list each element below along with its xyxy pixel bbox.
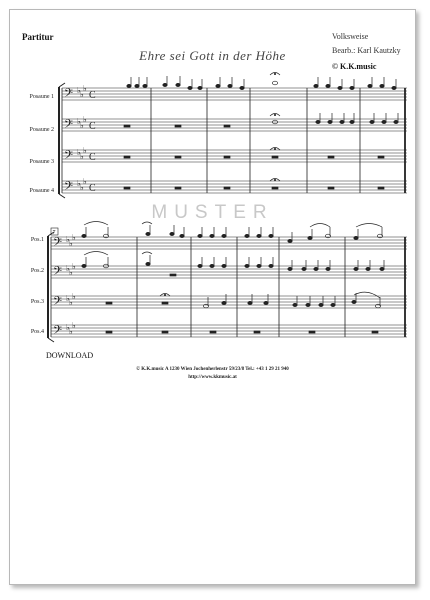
svg-text:♭: ♭ [80, 183, 84, 192]
music-notation [10, 10, 415, 584]
svg-text:♭: ♭ [72, 233, 76, 242]
copyright-header: © K.K.music [332, 62, 377, 71]
svg-text:♭: ♭ [80, 152, 84, 161]
arranger-credit: Bearb.: Karl Kautzky [332, 46, 401, 55]
svg-text:♭: ♭ [72, 292, 76, 301]
system-2 [48, 228, 407, 342]
bass-clef-icon: 𝄢 [64, 87, 74, 103]
bass-clef-icon: 𝄢 [64, 180, 74, 196]
bass-clef-icon: 𝄢 [53, 295, 63, 311]
svg-text:♭: ♭ [66, 323, 70, 332]
notes-s2-staff-2 [82, 252, 384, 277]
partitur-label: Partitur [22, 32, 54, 42]
svg-text:♭: ♭ [72, 262, 76, 271]
footer-address: © K.K.music A 1230 Wien Jochenherlenstr 59/23/8 Tel.: +43 1 29 21 940 [136, 367, 289, 372]
svg-text:♭: ♭ [72, 321, 76, 330]
footer-url[interactable]: http://www.kkmusic.at [188, 375, 237, 380]
svg-text:♭: ♭ [77, 86, 81, 95]
muster-watermark: MUSTER [151, 202, 274, 223]
time-signature-icon [89, 90, 96, 194]
download-label: DOWNLOAD [46, 351, 94, 360]
svg-text:♭: ♭ [83, 146, 87, 155]
bass-clef-icon: 𝄢 [64, 118, 74, 134]
svg-text:C: C [89, 121, 96, 132]
bass-clef-icon: 𝄢 [53, 265, 63, 281]
svg-text:♭: ♭ [83, 84, 87, 93]
instrument-label: Pos.1 [30, 237, 44, 243]
instrument-label: Posaune 2 [29, 127, 54, 133]
svg-text:♭: ♭ [77, 117, 81, 126]
instrument-label: Pos.2 [30, 268, 44, 274]
svg-text:C: C [89, 90, 96, 101]
clef-group [64, 84, 96, 196]
svg-text:♭: ♭ [66, 235, 70, 244]
notes-s2-staff-1 [82, 222, 383, 243]
svg-text:♭: ♭ [77, 179, 81, 188]
bass-clef-icon: 𝄢 [64, 149, 74, 165]
instrument-label: Posaune 4 [29, 188, 54, 194]
measure-number: 7 [52, 230, 56, 236]
svg-text:♭: ♭ [83, 177, 87, 186]
system-1 [59, 83, 407, 198]
notes-staff-1 [127, 73, 396, 90]
instrument-label: Posaune 3 [29, 159, 54, 165]
svg-text:♭: ♭ [77, 148, 81, 157]
score-page [9, 9, 416, 585]
svg-text:♭: ♭ [69, 239, 73, 248]
svg-text:♭: ♭ [83, 115, 87, 124]
notes-s2-staff-3 [106, 292, 381, 308]
instrument-label: Pos.3 [30, 299, 44, 305]
svg-text:♭: ♭ [69, 268, 73, 277]
svg-text:C: C [89, 152, 96, 163]
svg-text:♭: ♭ [80, 121, 84, 130]
bass-clef-icon: 𝄢 [53, 236, 63, 252]
notes-staff-3-4 [124, 148, 384, 190]
svg-text:♭: ♭ [66, 264, 70, 273]
instrument-label: Posaune 1 [29, 94, 54, 100]
piece-title: Ehre sei Gott in der Höhe [139, 48, 286, 63]
instrument-label: Pos.4 [30, 329, 44, 335]
svg-text:♭: ♭ [66, 294, 70, 303]
svg-text:♭: ♭ [69, 327, 73, 336]
svg-text:C: C [89, 183, 96, 194]
svg-text:♭: ♭ [80, 90, 84, 99]
bass-clef-icon: 𝄢 [53, 324, 63, 340]
composer-credit: Volksweise [332, 32, 369, 41]
key-signature-icon [66, 233, 76, 336]
svg-text:♭: ♭ [69, 298, 73, 307]
